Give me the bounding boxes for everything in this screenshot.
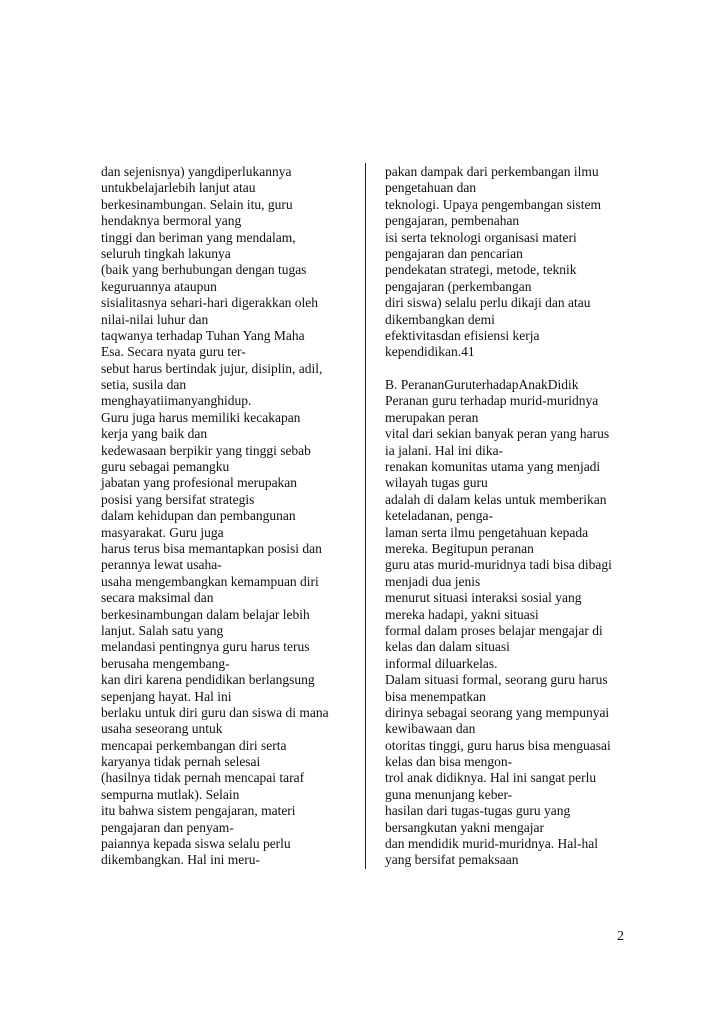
text-line: sisialitasnya sehari-hari digerakkan oleh: [101, 295, 319, 311]
column-divider: [365, 163, 366, 869]
text-line: dikembangkan. Hal ini meru-: [101, 852, 260, 868]
text-line: kewibawaan dan: [385, 721, 476, 737]
text-line: harus terus bisa memantapkan posisi dan: [101, 540, 322, 556]
text-line: informal diluarkelas.: [385, 655, 498, 671]
text-line: renakan komunitas utama yang menjadi: [385, 459, 601, 475]
text-line: paiannya kepada siswa selalu perlu: [101, 836, 291, 852]
text-line: mereka. Begitupun peranan: [385, 540, 534, 556]
text-line: guru sebagai pemangku: [101, 459, 230, 475]
text-line: vital dari sekian banyak peran yang harus: [385, 426, 610, 442]
text-line: laman serta ilmu pengetahuan kepada: [385, 524, 589, 540]
text-line: sebut harus bertindak jujur, disiplin, adil,: [101, 360, 323, 376]
text-line: Peranan guru terhadap murid-muridnya: [385, 393, 599, 409]
text-line: formal dalam proses belajar mengajar di: [385, 622, 603, 638]
text-line: itu bahwa sistem pengajaran, materi: [101, 803, 296, 819]
text-line: kelas dan bisa mengon-: [385, 754, 513, 770]
text-line: efektivitasdan efisiensi kerja: [385, 327, 540, 343]
text-line: menghayatiimanyanghidup.: [101, 393, 252, 409]
text-line: usaha mengembangkan kemampuan diri: [101, 573, 319, 589]
text-line: masyarakat. Guru juga: [101, 524, 224, 540]
text-line: sepenjang hayat. Hal ini: [101, 688, 232, 704]
text-line: Dalam situasi formal, seorang guru harus: [385, 672, 608, 688]
text-line: melandasi pentingnya guru harus terus: [101, 639, 310, 655]
text-line: berkesinambungan. Selain itu, guru: [101, 196, 293, 212]
text-line: secara maksimal dan: [101, 590, 214, 606]
text-line: usaha seseorang untuk: [101, 721, 223, 737]
text-line: keguruannya ataupun: [101, 278, 217, 294]
text-line: dikembangkan demi: [385, 311, 495, 327]
text-line: hasilan dari tugas-tugas guru yang: [385, 803, 571, 819]
text-line: B. PerananGuruterhadapAnakDidik: [385, 377, 579, 393]
text-line: tinggi dan beriman yang mendalam,: [101, 229, 296, 245]
text-line: karyanya tidak pernah selesai: [101, 754, 261, 770]
text-line: keteladanan, penga-: [385, 508, 493, 524]
text-line: kedewasaan berpikir yang tinggi sebab: [101, 442, 311, 458]
page-number: 2: [617, 929, 624, 944]
text-line: taqwanya terhadap Tuhan Yang Maha: [101, 327, 305, 343]
text-line: kerja yang baik dan: [101, 426, 208, 442]
text-line: untukbelajarlebih lanjut atau: [101, 180, 256, 196]
text-line: pengajaran (perkembangan: [385, 278, 532, 294]
text-line: merupakan peran: [385, 409, 479, 425]
text-line: trol anak didiknya. Hal ini sangat perlu: [385, 770, 597, 786]
text-line: teknologi. Upaya pengembangan sistem: [385, 196, 601, 212]
text-line: seluruh tingkah lakunya: [101, 245, 231, 261]
text-line: (baik yang berhubungan dengan tugas: [101, 262, 307, 278]
text-line: sempurna mutlak). Selain: [101, 786, 240, 802]
text-line: (hasilnya tidak pernah mencapai taraf: [101, 770, 305, 786]
text-line: posisi yang bersifat strategis: [101, 491, 255, 507]
text-line: hendaknya bermoral yang: [101, 213, 242, 229]
text-line: kan diri karena pendidikan berlangsung: [101, 672, 315, 688]
text-line: perannya lewat usaha-: [101, 557, 222, 573]
text-line: nilai-nilai luhur dan: [101, 311, 209, 327]
text-line: berusaha mengembang-: [101, 655, 230, 671]
text-line: mencapai perkembangan diri serta: [101, 737, 287, 753]
text-line: berlaku untuk diri guru dan siswa di mana: [101, 704, 329, 720]
text-line: guru atas murid-muridnya tadi bisa dibagi: [385, 557, 612, 573]
text-line: setia, susila dan: [101, 377, 187, 393]
text-line: isi serta teknologi organisasi materi: [385, 229, 577, 245]
text-line: diri siswa) selalu perlu dikaji dan atau: [385, 295, 591, 311]
text-line: lanjut. Salah satu yang: [101, 622, 224, 638]
text-line: menurut situasi interaksi sosial yang: [385, 590, 582, 606]
text-line: kelas dan dalam situasi: [385, 639, 510, 655]
text-line: dan sejenisnya) yangdiperlukannya: [101, 164, 292, 179]
text-line: berkesinambungan dalam belajar lebih: [101, 606, 310, 622]
text-line: kependidikan.41: [385, 344, 475, 360]
text-line: pengajaran dan pencarian: [385, 245, 523, 261]
text-line: dalam kehidupan dan pembangunan: [101, 508, 296, 524]
text-line: bersangkutan yakni mengajar: [385, 819, 544, 835]
text-line: Guru juga harus memiliki kecakapan: [101, 409, 301, 425]
text-line: yang bersifat pemaksaan: [385, 852, 519, 868]
text-line: pendekatan strategi, metode, teknik: [385, 262, 577, 278]
text-line: menjadi dua jenis: [385, 573, 481, 589]
text-line: wilayah tugas guru: [385, 475, 488, 491]
text-line: pengetahuan dan: [385, 180, 477, 196]
text-line: [385, 361, 635, 377]
text-line: Esa. Secara nyata guru ter-: [101, 344, 246, 360]
text-line: jabatan yang profesional merupakan: [101, 475, 298, 491]
text-line: pengajaran dan penyam-: [101, 819, 234, 835]
text-line: ia jalani. Hal ini dika-: [385, 442, 504, 458]
text-line: pengajaran, pembenahan: [385, 213, 520, 229]
text-line: guna menunjang keber-: [385, 786, 513, 802]
text-line: dan mendidik murid-muridnya. Hal-hal: [385, 836, 598, 852]
text-line: dirinya sebagai seorang yang mempunyai: [385, 704, 610, 720]
right-text-column: [385, 164, 635, 869]
text-line: bisa menempatkan: [385, 688, 486, 704]
left-text-column: [101, 164, 349, 869]
text-line: mereka hadapi, yakni situasi: [385, 606, 539, 622]
text-line: pakan dampak dari perkembangan ilmu: [385, 164, 599, 179]
text-line: adalah di dalam kelas untuk memberikan: [385, 491, 607, 507]
text-line: otoritas tinggi, guru harus bisa menguasai: [385, 737, 611, 753]
